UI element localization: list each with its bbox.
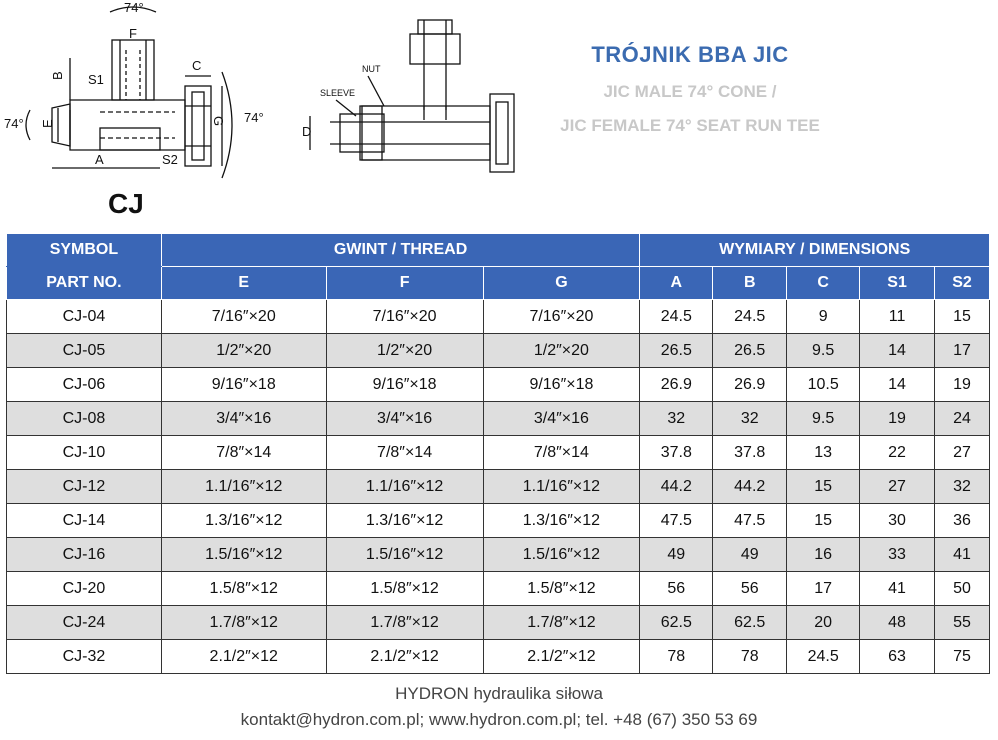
- cell-s2: 75: [935, 640, 990, 674]
- cell-s1: 41: [860, 572, 935, 606]
- cell-a: 26.9: [640, 368, 713, 402]
- cell-s2: 32: [935, 470, 990, 504]
- header-symbol: SYMBOL: [7, 234, 162, 267]
- cell-part-no: CJ-08: [7, 402, 162, 436]
- dimension-label-b: B: [50, 71, 65, 80]
- cell-c: 9.5: [787, 402, 860, 436]
- dimension-label-a: A: [95, 152, 104, 167]
- cell-part-no: CJ-32: [7, 640, 162, 674]
- cell-c: 9.5: [787, 334, 860, 368]
- table-row: [7, 334, 990, 368]
- product-subtitle-line-1: JIC MALE 74° CONE /: [603, 82, 777, 101]
- tee-fitting-section-drawing: [300, 10, 550, 180]
- footer-contact-info: kontakt@hydron.com.pl; www.hydron.com.pl; tel. +48 (67) 350 53 69: [240, 710, 758, 729]
- cell-a: 37.8: [640, 436, 713, 470]
- cell-s2: 15: [935, 300, 990, 334]
- cell-b: 44.2: [713, 470, 787, 504]
- cell-b: 26.9: [713, 368, 787, 402]
- cell-s1: 11: [860, 300, 935, 334]
- cell-s1: 27: [860, 470, 935, 504]
- cell-e: 7/8″×14: [161, 436, 326, 470]
- cell-g: 7/16″×20: [483, 300, 640, 334]
- cell-c: 16: [787, 538, 860, 572]
- cell-c: 15: [787, 470, 860, 504]
- cell-g: 1.3/16″×12: [483, 504, 640, 538]
- cell-s2: 17: [935, 334, 990, 368]
- table-sub-header-row: [7, 267, 990, 300]
- cell-f: 7/16″×20: [326, 300, 483, 334]
- dimension-label-e: E: [40, 119, 55, 128]
- cell-a: 56: [640, 572, 713, 606]
- cell-c: 15: [787, 504, 860, 538]
- cell-s2: 19: [935, 368, 990, 402]
- cell-part-no: CJ-16: [7, 538, 162, 572]
- cell-s1: 22: [860, 436, 935, 470]
- cell-e: 9/16″×18: [161, 368, 326, 402]
- cell-part-no: CJ-24: [7, 606, 162, 640]
- cell-c: 9: [787, 300, 860, 334]
- header-g: G: [483, 267, 640, 300]
- cell-s1: 33: [860, 538, 935, 572]
- cell-e: 1.7/8″×12: [161, 606, 326, 640]
- angle-right-label: 74°: [244, 110, 264, 125]
- cell-part-no: CJ-06: [7, 368, 162, 402]
- cell-part-no: CJ-05: [7, 334, 162, 368]
- cell-b: 24.5: [713, 300, 787, 334]
- cell-b: 32: [713, 402, 787, 436]
- cell-b: 78: [713, 640, 787, 674]
- table-row: [7, 402, 990, 436]
- nut-label: NUT: [362, 64, 381, 74]
- cell-a: 24.5: [640, 300, 713, 334]
- cell-g: 1.7/8″×12: [483, 606, 640, 640]
- cell-f: 2.1/2″×12: [326, 640, 483, 674]
- cell-g: 1.5/8″×12: [483, 572, 640, 606]
- header-e: E: [161, 267, 326, 300]
- table-group-header-row: [7, 234, 990, 267]
- cell-f: 9/16″×18: [326, 368, 483, 402]
- dimension-label-d: D: [302, 124, 312, 139]
- cell-f: 1/2″×20: [326, 334, 483, 368]
- table-row: [7, 504, 990, 538]
- header-thread: GWINT / THREAD: [161, 234, 640, 267]
- header-s1: S1: [860, 267, 935, 300]
- cell-s2: 27: [935, 436, 990, 470]
- cell-c: 10.5: [787, 368, 860, 402]
- cell-a: 32: [640, 402, 713, 436]
- cell-b: 62.5: [713, 606, 787, 640]
- cell-b: 37.8: [713, 436, 787, 470]
- header-s2: S2: [935, 267, 990, 300]
- table-row: [7, 300, 990, 334]
- cell-g: 1.1/16″×12: [483, 470, 640, 504]
- cell-part-no: CJ-14: [7, 504, 162, 538]
- cell-g: 2.1/2″×12: [483, 640, 640, 674]
- dimension-label-s2: S2: [162, 152, 178, 167]
- cell-s1: 14: [860, 368, 935, 402]
- cell-e: 2.1/2″×12: [161, 640, 326, 674]
- cell-a: 62.5: [640, 606, 713, 640]
- cell-s2: 41: [935, 538, 990, 572]
- table-row: [7, 640, 990, 674]
- cell-g: 3/4″×16: [483, 402, 640, 436]
- cell-s1: 48: [860, 606, 935, 640]
- cell-part-no: CJ-04: [7, 300, 162, 334]
- cell-e: 3/4″×16: [161, 402, 326, 436]
- header-b: B: [713, 267, 787, 300]
- table-row: [7, 368, 990, 402]
- cell-s2: 24: [935, 402, 990, 436]
- cell-e: 1.5/8″×12: [161, 572, 326, 606]
- dimension-label-f: F: [129, 26, 137, 41]
- product-title: TRÓJNIK BBA JIC: [591, 42, 789, 67]
- header-dimensions: WYMIARY / DIMENSIONS: [640, 234, 990, 267]
- table-row: [7, 606, 990, 640]
- cell-part-no: CJ-12: [7, 470, 162, 504]
- cell-f: 1.3/16″×12: [326, 504, 483, 538]
- product-subtitle-line-2: JIC FEMALE 74° SEAT RUN TEE: [560, 116, 820, 135]
- title-block: [520, 42, 860, 136]
- table-row: [7, 470, 990, 504]
- cell-f: 3/4″×16: [326, 402, 483, 436]
- cell-a: 78: [640, 640, 713, 674]
- cell-b: 49: [713, 538, 787, 572]
- cell-part-no: CJ-20: [7, 572, 162, 606]
- cell-s1: 19: [860, 402, 935, 436]
- cell-c: 17: [787, 572, 860, 606]
- dimension-label-c: C: [192, 58, 202, 73]
- footer-company-name: HYDRON hydraulika siłowa: [395, 684, 603, 703]
- table-row: [7, 436, 990, 470]
- cell-a: 44.2: [640, 470, 713, 504]
- cell-s1: 14: [860, 334, 935, 368]
- cell-b: 26.5: [713, 334, 787, 368]
- cell-f: 1.5/16″×12: [326, 538, 483, 572]
- cell-e: 1/2″×20: [161, 334, 326, 368]
- cell-f: 1.5/8″×12: [326, 572, 483, 606]
- cell-a: 49: [640, 538, 713, 572]
- table-row: [7, 572, 990, 606]
- cell-e: 1.1/16″×12: [161, 470, 326, 504]
- angle-top-label: 74°: [124, 0, 144, 15]
- cell-part-no: CJ-10: [7, 436, 162, 470]
- cell-c: 24.5: [787, 640, 860, 674]
- cell-a: 26.5: [640, 334, 713, 368]
- header-c: C: [787, 267, 860, 300]
- cell-g: 1/2″×20: [483, 334, 640, 368]
- cell-s2: 36: [935, 504, 990, 538]
- dimension-label-g: G: [211, 116, 226, 127]
- cell-s2: 50: [935, 572, 990, 606]
- tee-fitting-dimension-drawing: [0, 0, 290, 180]
- cell-g: 9/16″×18: [483, 368, 640, 402]
- cell-e: 7/16″×20: [161, 300, 326, 334]
- cell-b: 47.5: [713, 504, 787, 538]
- table-row: [7, 538, 990, 572]
- header-a: A: [640, 267, 713, 300]
- cell-f: 1.1/16″×12: [326, 470, 483, 504]
- angle-left-label: 74°: [4, 116, 24, 131]
- sleeve-label: SLEEVE: [320, 88, 356, 98]
- cell-s2: 55: [935, 606, 990, 640]
- cell-a: 47.5: [640, 504, 713, 538]
- cell-c: 13: [787, 436, 860, 470]
- cell-g: 7/8″×14: [483, 436, 640, 470]
- cell-b: 56: [713, 572, 787, 606]
- dimensions-table: [6, 233, 990, 674]
- dimension-label-s1: S1: [88, 72, 104, 87]
- cell-c: 20: [787, 606, 860, 640]
- cell-e: 1.3/16″×12: [161, 504, 326, 538]
- cell-e: 1.5/16″×12: [161, 538, 326, 572]
- header-part-no: PART NO.: [7, 267, 162, 300]
- cell-g: 1.5/16″×12: [483, 538, 640, 572]
- cell-f: 7/8″×14: [326, 436, 483, 470]
- product-code-label: CJ: [108, 188, 144, 219]
- cell-f: 1.7/8″×12: [326, 606, 483, 640]
- cell-s1: 30: [860, 504, 935, 538]
- cell-s1: 63: [860, 640, 935, 674]
- header-f: F: [326, 267, 483, 300]
